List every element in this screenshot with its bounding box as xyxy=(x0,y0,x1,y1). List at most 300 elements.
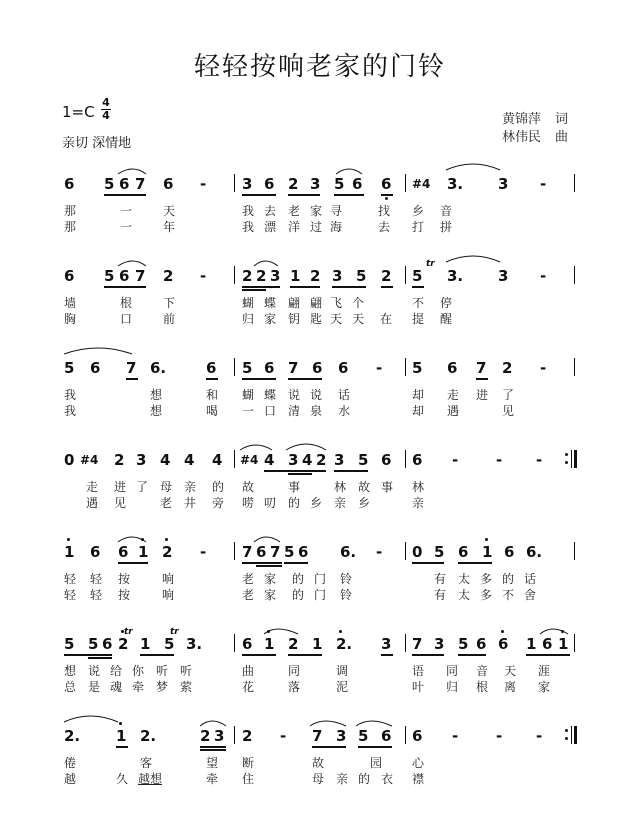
lyric: 说 xyxy=(88,664,101,678)
note: 5 xyxy=(64,635,75,653)
lyric: 久 xyxy=(116,772,129,786)
lyric: 天 xyxy=(504,664,517,678)
dash: - xyxy=(376,543,383,561)
lyric: 林 xyxy=(334,480,347,494)
lyric: 漂 xyxy=(264,220,277,234)
note: 0 xyxy=(412,543,423,561)
lyric: 望 xyxy=(206,756,219,770)
lyric: 个 xyxy=(352,296,365,310)
lyric: 不 xyxy=(412,296,425,310)
lyric: 按 xyxy=(118,572,131,586)
lyrics-verse-2 xyxy=(0,218,640,234)
lyrics-verse-1 xyxy=(0,294,640,310)
note: 6 xyxy=(119,175,130,193)
note: 6. xyxy=(150,359,167,377)
score-system-4 xyxy=(0,448,640,518)
tie-arc xyxy=(64,716,118,722)
note: 6 xyxy=(64,175,75,193)
lyric: 唠 xyxy=(242,496,255,510)
lyric: 母 xyxy=(312,772,325,786)
note: 5 xyxy=(358,727,369,745)
dash: - xyxy=(376,359,383,377)
dash: - xyxy=(540,359,547,377)
note: 5 xyxy=(434,543,445,561)
note: 7 xyxy=(312,727,323,745)
note: 5 xyxy=(412,359,423,377)
note: 5 xyxy=(88,635,99,653)
dash: - xyxy=(496,727,503,745)
note: 1 xyxy=(290,267,301,285)
lyric: 去 xyxy=(264,204,277,218)
lyric: 音 xyxy=(440,204,453,218)
note: 1 xyxy=(482,543,493,561)
lyric: 落 xyxy=(288,680,301,694)
note: 2 xyxy=(310,267,321,285)
tie-arc xyxy=(446,164,500,170)
tie-arc xyxy=(118,169,146,174)
lyric: 蝶 xyxy=(264,296,277,310)
lyric: 家 xyxy=(264,572,277,586)
note: 3 xyxy=(288,451,299,469)
note: 0 xyxy=(64,451,75,469)
note: 7 xyxy=(476,359,487,377)
lyric: 我 xyxy=(64,404,77,418)
note: 3 xyxy=(270,267,281,285)
note: #4 xyxy=(80,453,99,467)
dash: - xyxy=(540,267,547,285)
lyric: 却 xyxy=(412,388,425,402)
meter-bottom: 4 xyxy=(102,109,110,122)
lyric: 魂 xyxy=(110,680,123,694)
lyric: 那 xyxy=(64,204,77,218)
lyric: 遇 xyxy=(447,404,460,418)
lyricist-role: 词 xyxy=(554,112,568,127)
note: 3 xyxy=(336,727,347,745)
lyric: 的 xyxy=(292,588,305,602)
note: 2 xyxy=(288,635,299,653)
lyric: 说 xyxy=(288,388,301,402)
lyric: 水 xyxy=(338,404,351,418)
note: 5 xyxy=(104,267,115,285)
note: 1 xyxy=(138,543,149,561)
lyrics-verse-1 xyxy=(0,202,640,218)
note: 2 xyxy=(502,359,513,377)
lyric: 我 xyxy=(242,204,255,218)
note: 2 xyxy=(114,451,125,469)
lyric: 音 xyxy=(476,664,489,678)
lyric: 蝶 xyxy=(264,388,277,402)
note: 7 xyxy=(126,359,137,377)
lyric: 一 xyxy=(120,204,133,218)
lyric: 海 xyxy=(330,220,343,234)
note: 6 xyxy=(412,451,423,469)
lyric: 归 xyxy=(242,312,255,326)
note: 5 xyxy=(412,267,423,285)
lyric: 响 xyxy=(162,588,175,602)
score-system-7 xyxy=(0,724,640,794)
lyric-melisma: 越想 xyxy=(138,772,163,786)
dash: - xyxy=(200,175,207,193)
meter-top: 4 xyxy=(102,96,110,109)
note: 4 xyxy=(212,451,223,469)
lyric: 园 xyxy=(370,756,383,770)
note: 6 xyxy=(412,727,423,745)
lyric: 走 xyxy=(447,388,460,402)
lyric: 亲 xyxy=(336,772,349,786)
expression-marking: 亲切 深情地 xyxy=(62,136,132,151)
lyric: 打 xyxy=(412,220,425,234)
lyrics-verse-2 xyxy=(0,770,640,786)
note: 6. xyxy=(526,543,543,561)
lyric: 调 xyxy=(336,664,349,678)
lyric: 找 xyxy=(378,204,391,218)
note: 3 xyxy=(434,635,445,653)
lyric: 根 xyxy=(476,680,489,694)
note: 5 xyxy=(242,359,253,377)
lyric: 母 xyxy=(160,480,173,494)
note: 4 xyxy=(184,451,195,469)
lyric: 响 xyxy=(162,572,175,586)
lyric: 故 xyxy=(242,480,255,494)
lyrics-verse-2 xyxy=(0,310,640,326)
lyric: 萦 xyxy=(180,680,193,694)
lyric: 牵 xyxy=(206,772,219,786)
lyric: 口 xyxy=(264,404,277,418)
note: 4 xyxy=(264,451,275,469)
score-system-6 xyxy=(0,627,640,702)
lyric: 亲 xyxy=(412,496,425,510)
lyricist-name: 黄锦萍 xyxy=(501,112,541,127)
note: 3 xyxy=(242,175,253,193)
note: 3 xyxy=(498,175,509,193)
lyricist-credit xyxy=(488,108,568,127)
note: 6 xyxy=(264,359,275,377)
lyric: 一 xyxy=(120,220,133,234)
lyric: 听 xyxy=(156,664,169,678)
lyric: 叶 xyxy=(412,680,425,694)
lyric: 同 xyxy=(446,664,459,678)
lyric: 天 xyxy=(352,312,365,326)
lyric: 走 xyxy=(86,480,99,494)
lyric: 清 xyxy=(288,404,301,418)
lyric: 进 xyxy=(476,388,489,402)
lyric: 拼 xyxy=(440,220,453,234)
note: 7 xyxy=(288,359,299,377)
lyric: 是 xyxy=(88,680,101,694)
note: 7 xyxy=(242,543,253,561)
tie-arc xyxy=(286,444,326,450)
lyric: 事 xyxy=(288,480,301,494)
note: 6 xyxy=(118,543,129,561)
lyric: 林 xyxy=(412,480,425,494)
note: 5 xyxy=(334,175,345,193)
note: 2 xyxy=(242,727,253,745)
lyric: 醒 xyxy=(440,312,453,326)
note: 6 xyxy=(447,359,458,377)
dash: - xyxy=(452,727,459,745)
note: 2 xyxy=(381,267,392,285)
note: 3 xyxy=(381,635,392,653)
lyric: 老 xyxy=(288,204,301,218)
lyrics-verse-1 xyxy=(0,754,640,770)
trill-mark: tr xyxy=(124,627,133,637)
note: 2 xyxy=(316,451,327,469)
lyric: 牵 xyxy=(132,680,145,694)
lyric: 给 xyxy=(110,664,123,678)
lyric: 翩 xyxy=(288,296,301,310)
lyric: 泥 xyxy=(336,680,349,694)
lyric: 却 xyxy=(412,404,425,418)
lyrics-verse-1 xyxy=(0,478,640,494)
tie-arc xyxy=(64,348,132,354)
lyric: 前 xyxy=(163,312,176,326)
lyric: 遇 xyxy=(86,496,99,510)
lyric: 寻 xyxy=(330,204,343,218)
note: 6 xyxy=(242,635,253,653)
key-signature: 1=C xyxy=(62,103,95,121)
note: 6 xyxy=(542,635,553,653)
tie-arc xyxy=(446,256,500,262)
lyric: 一 xyxy=(242,404,255,418)
lyric: 翩 xyxy=(310,296,323,310)
lyric: 话 xyxy=(338,388,351,402)
lyric: 门 xyxy=(314,588,327,602)
lyric: 和 xyxy=(206,388,219,402)
note: 6 xyxy=(338,359,349,377)
note: 3 xyxy=(334,451,345,469)
note: 2 xyxy=(256,267,267,285)
lyric: 井 xyxy=(184,496,197,510)
lyric: 亲 xyxy=(184,480,197,494)
lyric: 见 xyxy=(114,496,127,510)
lyric: 的 xyxy=(292,572,305,586)
score-system-3 xyxy=(0,356,640,426)
lyric: 喝 xyxy=(206,404,219,418)
note: 5 xyxy=(284,543,295,561)
lyric: 老 xyxy=(160,496,173,510)
lyric: 想 xyxy=(150,388,163,402)
lyrics-verse-2 xyxy=(0,586,640,602)
composer-role: 曲 xyxy=(554,130,568,145)
lyric: 老 xyxy=(242,572,255,586)
lyric: 涯 xyxy=(538,664,551,678)
note: 4 xyxy=(160,451,171,469)
lyric: 家 xyxy=(264,588,277,602)
lyric: 你 xyxy=(132,664,145,678)
note: 6 xyxy=(381,727,392,745)
note: #4 xyxy=(240,453,259,467)
lyric: 语 xyxy=(412,664,425,678)
lyric: 断 xyxy=(242,756,255,770)
note: 5 xyxy=(104,175,115,193)
lyric: 梦 xyxy=(156,680,169,694)
lyric: 心 xyxy=(412,756,425,770)
lyric: 离 xyxy=(504,680,517,694)
note: 2 xyxy=(200,727,211,745)
note: 3. xyxy=(186,635,203,653)
lyrics-verse-2 xyxy=(0,678,640,694)
note: 1 xyxy=(64,543,75,561)
note: 3. xyxy=(447,175,464,193)
note: 7 xyxy=(135,175,146,193)
lyric: 同 xyxy=(288,664,301,678)
lyrics-verse-2 xyxy=(0,402,640,418)
lyric: 我 xyxy=(242,220,255,234)
note: 6 xyxy=(298,543,309,561)
lyric: 故 xyxy=(358,480,371,494)
lyric: 听 xyxy=(180,664,193,678)
note: 3 xyxy=(332,267,343,285)
trill-mark: tr xyxy=(170,627,179,637)
lyric: 在 xyxy=(380,312,393,326)
lyric: 家 xyxy=(538,680,551,694)
note: 3 xyxy=(498,267,509,285)
lyric: 总 xyxy=(64,680,77,694)
note: 5 xyxy=(358,451,369,469)
note: 6 xyxy=(504,543,515,561)
lyric: 倦 xyxy=(64,756,77,770)
lyric: 轻 xyxy=(64,588,77,602)
lyric: 泉 xyxy=(310,404,323,418)
tie-arc xyxy=(356,721,392,726)
lyric: 口 xyxy=(120,312,133,326)
tie-arc xyxy=(254,537,280,542)
note: 3 xyxy=(214,727,225,745)
lyric: 年 xyxy=(163,220,176,234)
note: 2. xyxy=(336,635,353,653)
lyric: 下 xyxy=(163,296,176,310)
note: 2. xyxy=(64,727,81,745)
lyric: 想 xyxy=(64,664,77,678)
lyric: 事 xyxy=(381,480,394,494)
note: 6 xyxy=(476,635,487,653)
lyric: 老 xyxy=(242,588,255,602)
lyric: 进 xyxy=(114,480,127,494)
note: 6 xyxy=(381,451,392,469)
lyric: 旁 xyxy=(212,496,225,510)
lyric: 乡 xyxy=(310,496,323,510)
lyric: 轻 xyxy=(64,572,77,586)
lyric: 天 xyxy=(330,312,343,326)
lyric: 铃 xyxy=(340,588,353,602)
lyric: 那 xyxy=(64,220,77,234)
lyric: 乡 xyxy=(358,496,371,510)
note: 5 xyxy=(64,359,75,377)
dash: - xyxy=(536,727,543,745)
note: 6 xyxy=(206,359,217,377)
lyric: 按 xyxy=(118,588,131,602)
note: 6 xyxy=(90,359,101,377)
lyric: 的 xyxy=(502,572,515,586)
lyric: 了 xyxy=(136,480,149,494)
lyric: 轻 xyxy=(90,588,103,602)
lyrics-verse-1 xyxy=(0,662,640,678)
lyric: 叨 xyxy=(264,496,277,510)
lyric: 越 xyxy=(64,772,77,786)
lyric: 话 xyxy=(524,572,537,586)
song-title: 轻轻按响老家的门铃 xyxy=(193,52,446,82)
dash: - xyxy=(540,175,547,193)
lyric: 的 xyxy=(358,772,371,786)
tie-arc xyxy=(118,261,146,266)
note: 1 xyxy=(264,635,275,653)
note: 2. xyxy=(140,727,157,745)
lyric: 了 xyxy=(502,388,515,402)
note: 4 xyxy=(302,451,313,469)
note: 2 xyxy=(242,267,253,285)
lyric: 飞 xyxy=(330,296,343,310)
lyric: 说 xyxy=(310,388,323,402)
tie-arc xyxy=(240,445,272,450)
tie-arc xyxy=(254,261,278,266)
lyric: 墙 xyxy=(64,296,77,310)
lyric: 去 xyxy=(378,220,391,234)
note: 7 xyxy=(270,543,281,561)
lyric: 见 xyxy=(502,404,515,418)
lyric: 太 xyxy=(458,588,471,602)
time-signature xyxy=(101,98,111,121)
note: 6 xyxy=(119,267,130,285)
lyric: 客 xyxy=(140,756,153,770)
note: 2 xyxy=(162,543,173,561)
lyric: 根 xyxy=(120,296,133,310)
note: 2 xyxy=(288,175,299,193)
lyric: 铃 xyxy=(340,572,353,586)
lyric: 轻 xyxy=(90,572,103,586)
note: 5 xyxy=(164,635,175,653)
note: 2 xyxy=(118,635,129,653)
lyric: 门 xyxy=(314,572,327,586)
lyric: 胸 xyxy=(64,312,77,326)
note: 1 xyxy=(526,635,537,653)
lyric: 花 xyxy=(242,680,255,694)
score-system-2 xyxy=(0,259,640,334)
lyric: 洋 xyxy=(288,220,301,234)
note: 7 xyxy=(135,267,146,285)
note: 2 xyxy=(163,267,174,285)
lyric: 匙 xyxy=(310,312,323,326)
note: 6 xyxy=(102,635,113,653)
lyric: 亲 xyxy=(334,496,347,510)
note: 1 xyxy=(558,635,569,653)
lyric: 我 xyxy=(64,388,77,402)
lyric: 住 xyxy=(242,772,255,786)
lyric: 曲 xyxy=(242,664,255,678)
note: 6 xyxy=(64,267,75,285)
lyric: 提 xyxy=(412,312,425,326)
note: 6. xyxy=(340,543,357,561)
lyric: 多 xyxy=(480,588,493,602)
lyric: 蝴 xyxy=(242,388,255,402)
lyrics-verse-2 xyxy=(0,494,640,510)
lyric: 的 xyxy=(212,480,225,494)
lyric: 归 xyxy=(446,680,459,694)
lyric: 乡 xyxy=(412,204,425,218)
note: 7 xyxy=(412,635,423,653)
note: 1 xyxy=(116,727,127,745)
note: 6 xyxy=(256,543,267,561)
note: 6 xyxy=(264,175,275,193)
lyrics-verse-1 xyxy=(0,570,640,586)
tie-arc xyxy=(310,721,346,726)
note: 3 xyxy=(310,175,321,193)
dash: - xyxy=(200,267,207,285)
lyric: 蝴 xyxy=(242,296,255,310)
note: 6 xyxy=(90,543,101,561)
lyric: 的 xyxy=(288,496,301,510)
score-system-1 xyxy=(0,172,640,242)
score-system-5 xyxy=(0,540,640,610)
